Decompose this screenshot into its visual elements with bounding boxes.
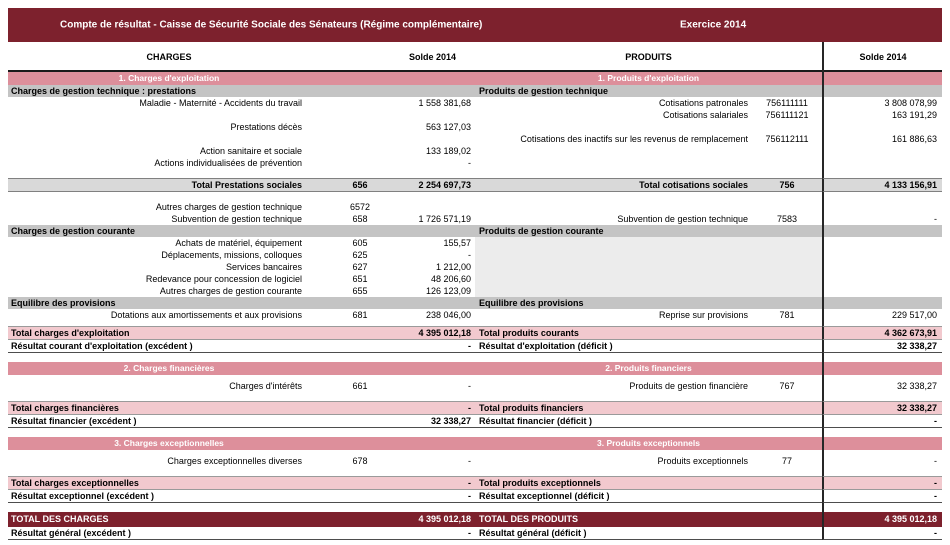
produits-amount-cell: 161 886,63 bbox=[822, 133, 942, 145]
row-subsection bbox=[8, 297, 942, 309]
produits-amount-cell bbox=[822, 121, 942, 133]
row-section bbox=[8, 437, 942, 450]
charges-amount-cell: 1 558 381,68 bbox=[418, 98, 471, 108]
report-title: Compte de résultat - Caisse de Sécurité Sociale des Sénateurs (Régime complémentaire) bbox=[60, 19, 483, 31]
row-item bbox=[8, 261, 942, 273]
charges-label-cell: Charges exceptionnelles diverses bbox=[167, 456, 302, 466]
produits-code-cell: 756112111 bbox=[765, 134, 809, 144]
produits-label-cell bbox=[475, 121, 752, 133]
charges-amount-cell: 48 206,60 bbox=[430, 274, 471, 284]
charges-code-cell: 681 bbox=[352, 310, 368, 320]
charges-label-cell: Déplacements, missions, colloques bbox=[161, 250, 302, 260]
produits-amount-cell: 32 338,27 bbox=[822, 340, 942, 353]
charges-code-cell: 655 bbox=[352, 286, 368, 296]
subsection-title-charges: Charges de gestion courante bbox=[8, 225, 475, 237]
produits-amount-cell: - bbox=[822, 415, 942, 428]
produits-code-cell bbox=[752, 401, 822, 415]
charges-amount-cell: 1 726 571,19 bbox=[418, 214, 471, 224]
subsection-title-produits: Produits de gestion technique bbox=[475, 85, 822, 97]
produits-amount-cell bbox=[822, 261, 942, 273]
produits-label-cell: Cotisations des inactifs sur les revenus de remplacement bbox=[520, 134, 748, 144]
row-item bbox=[8, 249, 942, 261]
produits-code-cell bbox=[752, 326, 822, 340]
charges-amount-cell: 2 254 697,73 bbox=[390, 178, 475, 192]
row-subsection bbox=[8, 225, 942, 237]
row-item bbox=[8, 145, 942, 157]
charges-code-cell bbox=[330, 121, 390, 133]
row-blank bbox=[8, 169, 942, 178]
produits-code-cell bbox=[752, 415, 822, 428]
charges-amount-cell bbox=[390, 109, 475, 121]
title-bar bbox=[8, 8, 942, 42]
produits-label-cell: Reprise sur provisions bbox=[658, 310, 748, 320]
produits-amount-cell bbox=[822, 273, 942, 285]
row-blank bbox=[8, 392, 942, 401]
produits-label-cell: Total cotisations sociales bbox=[475, 178, 752, 192]
charges-amount-cell: 563 127,03 bbox=[425, 122, 471, 132]
solde-produits-column-header: Solde 2014 bbox=[822, 42, 942, 72]
charges-label-cell: TOTAL DES CHARGES bbox=[8, 512, 330, 527]
charges-code-cell: 6572 bbox=[349, 202, 371, 212]
charges-amount-cell: 4 395 012,18 bbox=[390, 326, 475, 340]
produits-label-cell bbox=[475, 285, 752, 297]
section-band-spacer bbox=[390, 72, 475, 85]
produits-code-cell bbox=[752, 273, 822, 285]
charges-code-cell: 651 bbox=[352, 274, 368, 284]
blank-spacer bbox=[822, 503, 942, 512]
charges-label-cell: Résultat exceptionnel (excédent ) bbox=[8, 490, 330, 503]
produits-amount-cell bbox=[822, 145, 942, 157]
subsection-title-produits: Equilibre des provisions bbox=[475, 297, 822, 309]
row-item bbox=[8, 201, 942, 213]
row-result bbox=[8, 415, 942, 428]
charges-code-cell: 605 bbox=[352, 238, 368, 248]
section-band-spacer bbox=[822, 72, 942, 85]
charges-amount-cell: - bbox=[390, 490, 475, 503]
row-grand bbox=[8, 512, 942, 527]
produits-code-cell: 756111121 bbox=[765, 110, 809, 120]
row-blank bbox=[8, 353, 942, 362]
charges-code-cell: 678 bbox=[352, 456, 368, 466]
row-item bbox=[8, 157, 942, 169]
produits-label-cell bbox=[475, 237, 752, 249]
charges-amount-cell bbox=[390, 133, 475, 145]
charges-label-cell: Total charges d'exploitation bbox=[8, 326, 330, 340]
produits-label-cell: Total produits exceptionnels bbox=[475, 476, 752, 490]
produits-amount-cell: 229 517,00 bbox=[822, 309, 942, 321]
produits-code-cell bbox=[752, 490, 822, 503]
charges-code-cell: 625 bbox=[352, 250, 368, 260]
produits-code-cell bbox=[752, 237, 822, 249]
section-title-produits: 2. Produits financiers bbox=[475, 362, 822, 375]
subsection-title-charges: Equilibre des provisions bbox=[8, 297, 475, 309]
produits-code-cell: 77 bbox=[781, 456, 792, 466]
charges-label-cell: Achats de matériel, équipement bbox=[175, 238, 302, 248]
produits-amount-cell: - bbox=[822, 490, 942, 503]
charges-label-cell: Résultat financier (excédent ) bbox=[8, 415, 330, 428]
charges-label-cell: Total Prestations sociales bbox=[8, 178, 330, 192]
charges-label-cell: Total charges financières bbox=[8, 401, 330, 415]
produits-amount-cell bbox=[822, 285, 942, 297]
produits-label-cell: Résultat exceptionnel (déficit ) bbox=[475, 490, 752, 503]
produits-label-cell bbox=[475, 145, 752, 157]
produits-label-cell: Subvention de gestion technique bbox=[617, 214, 748, 224]
charges-code-cell: 627 bbox=[352, 262, 368, 272]
row-totalpink bbox=[8, 401, 942, 415]
produits-code-cell: 756111111 bbox=[766, 98, 808, 108]
section-band-spacer bbox=[390, 437, 475, 450]
produits-code-cell bbox=[752, 285, 822, 297]
charges-amount-cell: 1 212,00 bbox=[435, 262, 471, 272]
produits-code-cell bbox=[752, 145, 822, 157]
produits-code-cell: 7583 bbox=[776, 214, 798, 224]
blank-spacer bbox=[8, 353, 822, 362]
produits-amount-cell: 32 338,27 bbox=[822, 401, 942, 415]
row-section bbox=[8, 72, 942, 85]
row-blank bbox=[8, 428, 942, 437]
produits-amount-cell bbox=[822, 249, 942, 261]
charges-amount-cell: - bbox=[390, 527, 475, 540]
subsection-title-produits: Produits de gestion courante bbox=[475, 225, 822, 237]
row-item bbox=[8, 380, 942, 392]
row-item bbox=[8, 133, 942, 145]
charges-code-cell: 661 bbox=[352, 381, 368, 391]
column-header-row bbox=[8, 42, 942, 72]
row-item bbox=[8, 97, 942, 109]
produits-label-cell: Résultat général (déficit ) bbox=[475, 527, 752, 540]
produits-amount-cell: - bbox=[822, 527, 942, 540]
produits-code-cell: 781 bbox=[779, 310, 795, 320]
section-band-spacer bbox=[330, 437, 390, 450]
charges-label-cell: Charges d'intérêts bbox=[229, 381, 302, 391]
charges-code-cell bbox=[330, 340, 390, 353]
charges-amount-cell bbox=[390, 201, 475, 213]
charges-label-cell: Résultat courant d'exploitation (excédent ) bbox=[8, 340, 330, 353]
charges-label-cell: Dotations aux amortissements et aux provisions bbox=[110, 310, 302, 320]
charges-code-cell bbox=[330, 326, 390, 340]
produits-label-cell: Produits exceptionnels bbox=[657, 456, 748, 466]
produits-code-cell bbox=[752, 340, 822, 353]
charges-label-cell bbox=[8, 109, 330, 121]
charges-amount-cell: 4 395 012,18 bbox=[390, 512, 475, 527]
produits-label-cell: Cotisations salariales bbox=[662, 110, 748, 120]
produits-label-cell: TOTAL DES PRODUITS bbox=[475, 512, 752, 527]
produits-label-cell: Cotisations patronales bbox=[658, 98, 748, 108]
row-item bbox=[8, 237, 942, 249]
charges-amount-cell: - bbox=[468, 381, 471, 391]
produits-label-cell: Total produits financiers bbox=[475, 401, 752, 415]
charges-code-cell bbox=[330, 133, 390, 145]
row-item bbox=[8, 121, 942, 133]
section-band-spacer bbox=[330, 72, 390, 85]
produits-label-cell bbox=[475, 273, 752, 285]
charges-code-cell bbox=[330, 145, 390, 157]
charges-amount-cell: 126 123,09 bbox=[425, 286, 471, 296]
produits-code-cell bbox=[752, 121, 822, 133]
blank-spacer bbox=[822, 169, 942, 178]
section-title-produits: 1. Produits d'exploitation bbox=[475, 72, 822, 85]
charges-code-cell bbox=[330, 490, 390, 503]
row-totalgray bbox=[8, 178, 942, 192]
produits-label-cell: Produits de gestion financière bbox=[629, 381, 748, 391]
produits-amount-cell: 4 362 673,91 bbox=[822, 326, 942, 340]
produits-label-cell bbox=[475, 157, 752, 169]
produits-amount-cell: 32 338,27 bbox=[822, 380, 942, 392]
produits-amount-cell: 4 395 012,18 bbox=[822, 512, 942, 527]
charges-label-cell: Redevance pour concession de logiciel bbox=[145, 274, 302, 284]
blank-spacer bbox=[8, 392, 822, 401]
produits-amount-cell: 163 191,29 bbox=[822, 109, 942, 121]
charges-label-cell: Maladie - Maternité - Accidents du travail bbox=[139, 98, 302, 108]
charges-label-cell: Prestations décès bbox=[230, 122, 302, 132]
row-result bbox=[8, 527, 942, 540]
row-totalpink bbox=[8, 476, 942, 490]
charges-amount-cell: - bbox=[468, 250, 471, 260]
row-result bbox=[8, 490, 942, 503]
charges-label-cell: Total charges exceptionnelles bbox=[8, 476, 330, 490]
produits-code-cell: 756 bbox=[752, 178, 822, 192]
blank-spacer bbox=[8, 169, 822, 178]
charges-label-cell: Autres charges de gestion technique bbox=[155, 202, 302, 212]
produits-code-cell bbox=[752, 476, 822, 490]
charges-amount-cell: 133 189,02 bbox=[425, 146, 471, 156]
produits-code-cell bbox=[752, 527, 822, 540]
produits-code-cell bbox=[752, 512, 822, 527]
charges-amount-cell: - bbox=[390, 340, 475, 353]
produits-column-header: PRODUITS bbox=[625, 52, 672, 62]
produits-code-cell: 767 bbox=[779, 381, 795, 391]
row-blank bbox=[8, 503, 942, 512]
charges-code-cell bbox=[330, 157, 390, 169]
income-statement-sheet bbox=[8, 8, 942, 540]
produits-code-cell bbox=[752, 201, 822, 213]
charges-label-cell: Autres charges de gestion courante bbox=[159, 286, 302, 296]
charges-label-cell: Résultat général (excédent ) bbox=[8, 527, 330, 540]
section-title-charges: 3. Charges exceptionnelles bbox=[8, 437, 330, 450]
blank-spacer bbox=[822, 467, 942, 476]
charges-label-cell: Action sanitaire et sociale bbox=[199, 146, 302, 156]
charges-amount-cell: 238 046,00 bbox=[425, 310, 471, 320]
produits-amount-cell: 4 133 156,91 bbox=[822, 178, 942, 192]
section-band-spacer bbox=[822, 362, 942, 375]
charges-code-cell bbox=[330, 97, 390, 109]
section-band-spacer bbox=[330, 362, 390, 375]
charges-code-cell: 656 bbox=[330, 178, 390, 192]
charges-amount-cell: - bbox=[468, 158, 471, 168]
produits-amount-cell: 3 808 078,99 bbox=[822, 97, 942, 109]
row-subsection bbox=[8, 85, 942, 97]
row-result bbox=[8, 340, 942, 353]
blank-spacer bbox=[822, 192, 942, 201]
blank-spacer bbox=[822, 428, 942, 437]
charges-amount-cell: 32 338,27 bbox=[390, 415, 475, 428]
charges-label-cell bbox=[8, 133, 330, 145]
row-item bbox=[8, 109, 942, 121]
charges-label-cell: Actions individualisées de prévention bbox=[154, 158, 302, 168]
produits-amount-cell: - bbox=[822, 476, 942, 490]
charges-code-cell bbox=[330, 109, 390, 121]
charges-label-cell: Subvention de gestion technique bbox=[171, 214, 302, 224]
charges-code-cell bbox=[330, 415, 390, 428]
row-item bbox=[8, 455, 942, 467]
produits-code-cell bbox=[752, 249, 822, 261]
blank-spacer bbox=[8, 503, 822, 512]
exercice-label: Exercice 2014 bbox=[680, 19, 747, 31]
row-blank bbox=[8, 467, 942, 476]
subsection-band-spacer bbox=[822, 225, 942, 237]
row-section bbox=[8, 362, 942, 375]
section-title-produits: 3. Produits exceptionnels bbox=[475, 437, 822, 450]
blank-spacer bbox=[8, 192, 822, 201]
produits-code-cell bbox=[752, 261, 822, 273]
produits-amount-cell: - bbox=[822, 213, 942, 225]
row-item bbox=[8, 309, 942, 321]
charges-code-cell bbox=[330, 401, 390, 415]
charges-amount-cell: 155,57 bbox=[443, 238, 471, 248]
subsection-band-spacer bbox=[822, 85, 942, 97]
charges-amount-cell: - bbox=[390, 401, 475, 415]
charges-code-cell bbox=[330, 476, 390, 490]
statement-rows bbox=[8, 72, 942, 540]
charges-column-header: CHARGES bbox=[146, 52, 192, 62]
produits-label-cell: Résultat d'exploitation (déficit ) bbox=[475, 340, 752, 353]
charges-amount-cell: - bbox=[468, 456, 471, 466]
produits-amount-cell bbox=[822, 201, 942, 213]
charges-label-cell: Services bancaires bbox=[225, 262, 302, 272]
produits-amount-cell: - bbox=[822, 455, 942, 467]
blank-spacer bbox=[8, 428, 822, 437]
section-band-spacer bbox=[390, 362, 475, 375]
produits-label-cell bbox=[475, 261, 752, 273]
row-item bbox=[8, 213, 942, 225]
charges-amount-cell: - bbox=[390, 476, 475, 490]
solde-charges-column-header: Solde 2014 bbox=[408, 52, 457, 62]
produits-label-cell: Total produits courants bbox=[475, 326, 752, 340]
section-title-charges: 1. Charges d'exploitation bbox=[8, 72, 330, 85]
subsection-band-spacer bbox=[822, 297, 942, 309]
row-totalpink bbox=[8, 326, 942, 340]
produits-amount-cell bbox=[822, 237, 942, 249]
produits-label-cell bbox=[475, 201, 752, 213]
charges-code-cell: 658 bbox=[352, 214, 368, 224]
subsection-title-charges: Charges de gestion technique : prestations bbox=[8, 85, 475, 97]
charges-code-cell bbox=[330, 527, 390, 540]
produits-label-cell bbox=[475, 249, 752, 261]
blank-spacer bbox=[822, 353, 942, 362]
section-title-charges: 2. Charges financières bbox=[8, 362, 330, 375]
blank-spacer bbox=[822, 392, 942, 401]
row-item bbox=[8, 273, 942, 285]
section-band-spacer bbox=[822, 437, 942, 450]
row-blank bbox=[8, 192, 942, 201]
produits-code-cell bbox=[752, 157, 822, 169]
produits-amount-cell bbox=[822, 157, 942, 169]
produits-label-cell: Résultat financier (déficit ) bbox=[475, 415, 752, 428]
charges-code-cell bbox=[330, 512, 390, 527]
blank-spacer bbox=[8, 467, 822, 476]
row-item bbox=[8, 285, 942, 297]
